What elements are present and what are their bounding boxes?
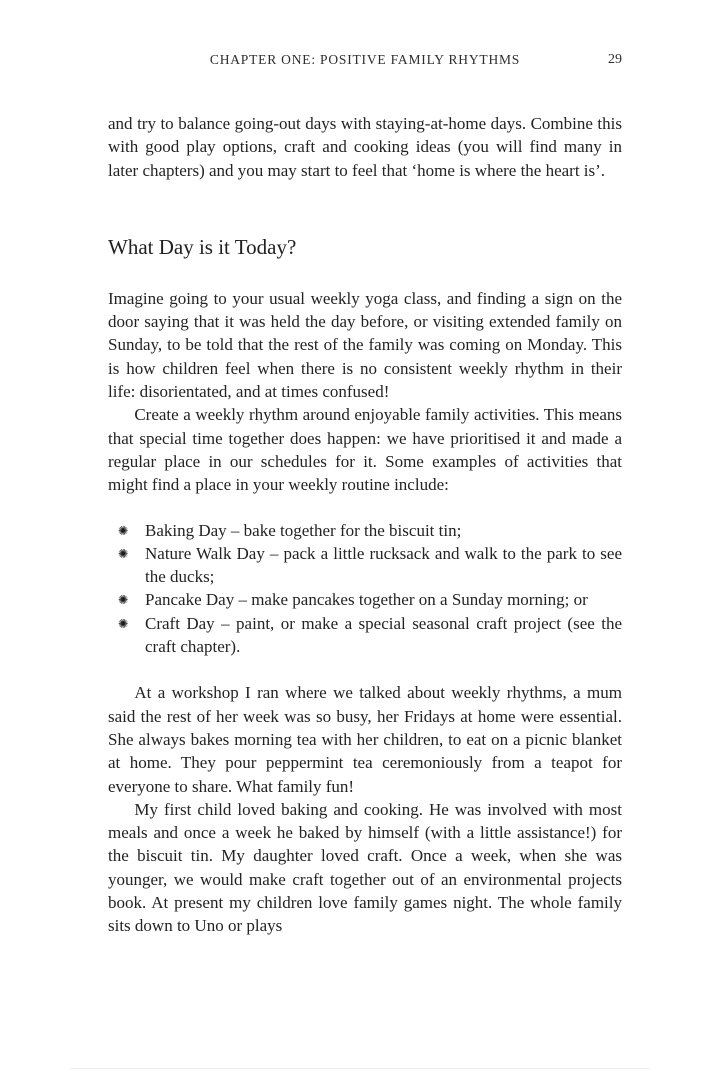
page-number: 29 [608, 52, 622, 67]
asterisk-bullet-icon: ✺ [118, 615, 129, 631]
asterisk-bullet-icon: ✺ [118, 545, 129, 561]
list-item [108, 588, 622, 611]
bullet-list [108, 519, 622, 659]
list-item-text: Nature Walk Day – pack a little rucksack and walk to the park to see the ducks; [145, 543, 622, 587]
asterisk-bullet-icon: ✺ [118, 592, 129, 608]
paragraph: At a workshop I ran where we talked about weekly rhythms, a mum said the rest of her week was so busy, her Fridays at home were essential. She always bakes morning tea with her children, to eat on a picnic blanket at home. They pour peppermint tea ceremoniously from a teapot for everyone to share. What family fun! [108, 683, 622, 796]
intro-paragraph: and try to balance going-out days with staying-at-home days. Combine this with good play options, craft and cooking ideas (you will find many in later chapters) and you may start to feel that ‘home is where the heart is’. [108, 114, 622, 180]
list-item-text: Pancake Day – make pancakes together on a Sunday morning; or [145, 590, 588, 610]
list-item-text: Baking Day – bake together for the biscuit tin; [145, 520, 462, 540]
book-page [108, 0, 622, 938]
section-heading: What Day is it Today? [108, 234, 297, 259]
page-header [108, 52, 622, 72]
running-title: CHAPTER ONE: POSITIVE FAMILY RHYTHMS [209, 52, 521, 67]
paragraph: Imagine going to your usual weekly yoga class, and finding a sign on the door saying that it was held the day before, or visiting extended family on Sunday, to be told that the rest of the family was coming on Monday. This is how children feel when there is no consistent weekly rhythm in their life: disorientated, and at times confused! [108, 288, 622, 402]
list-item [108, 519, 622, 542]
page-body [108, 112, 622, 938]
list-item-text: Craft Day – paint, or make a special seasonal craft project (see the craft chapter). [145, 613, 622, 657]
page-edge-shadow [70, 1068, 650, 1069]
asterisk-bullet-icon: ✺ [118, 522, 129, 538]
paragraph: My first child loved baking and cooking. He was involved with most meals and once a week he baked by himself (with a little assistance!) for the biscuit tin. My daughter loved craft. Once a week, when she was younger, we would make craft together out of an environmental projects book. At present my children love family games night. The whole family sits down to Uno or plays [108, 799, 622, 936]
list-item [108, 542, 622, 589]
paragraph: Create a weekly rhythm around enjoyable family activities. This means that special time together does happen: we have prioritised it and made a regular place in our schedules for it. Some examples of activities that might find a place in your weekly routine include: [108, 405, 622, 495]
list-item [108, 612, 622, 659]
